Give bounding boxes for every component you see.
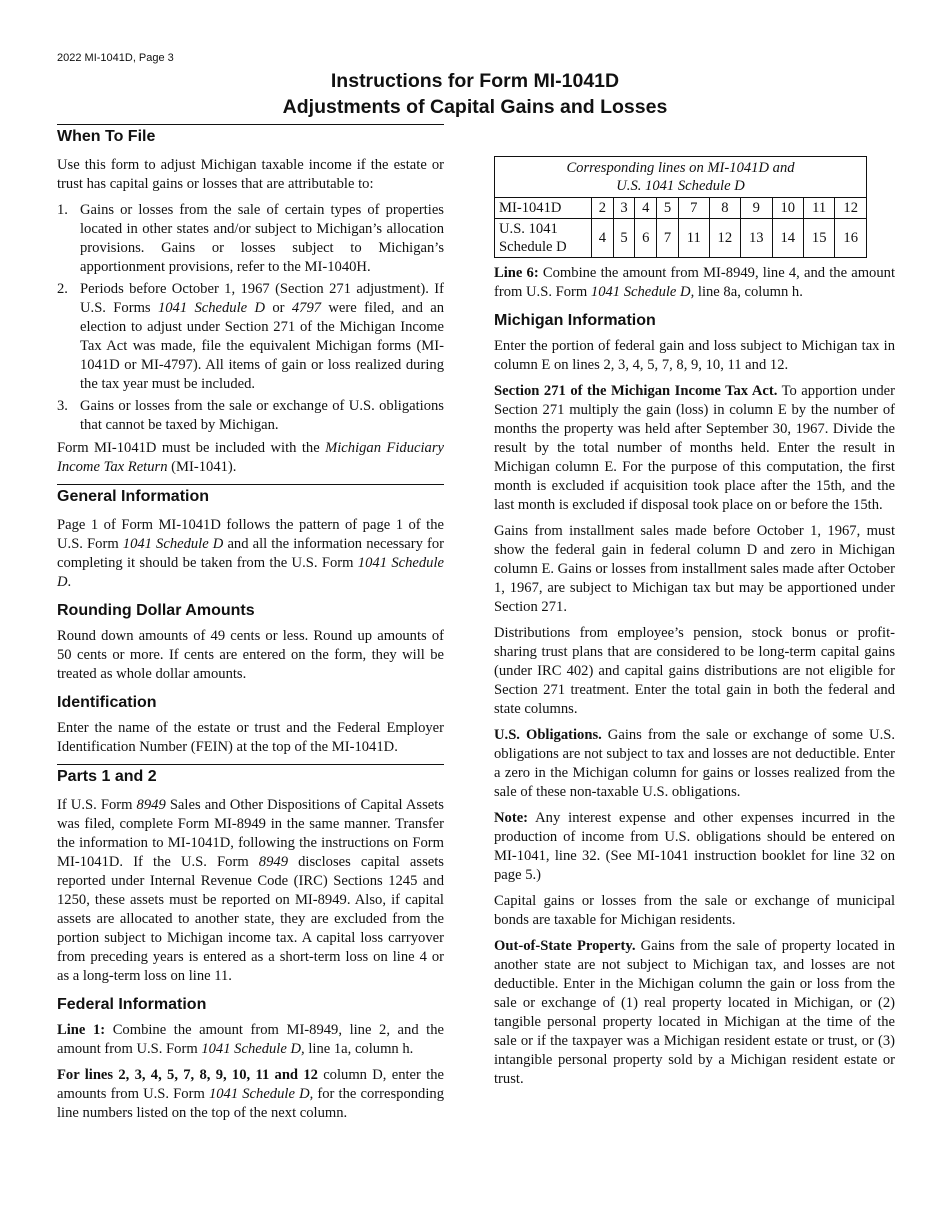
- us-obligations-text: [494, 726, 895, 802]
- table-cell: 4: [592, 219, 614, 258]
- title-line-1: Instructions for Form MI-1041D: [330, 70, 620, 92]
- list-number: 2.: [57, 281, 68, 297]
- text-run: line 1a, column h.: [304, 1041, 414, 1057]
- federal-lines-text: [57, 1066, 444, 1123]
- municipal-bonds-text: Capital gains or losses from the sale or exchange of municipal bonds are taxable for Michigan residents.: [494, 893, 895, 928]
- text-run: discloses capital assets reported under Internal Revenue Code (IRC) Sections 1245 and 1250, these assets must be reported on MI-8949. Also, if capital assets are allocated to another state, they are excluded from the portion subject to Michigan income tax. A capital loss carryover from preceding years is entered as a short-term loss on line 4 or as a long-term loss on line 11.: [57, 854, 444, 984]
- general-information-text: [57, 516, 444, 592]
- text-run: line 8a, column h.: [694, 284, 803, 300]
- table-cell: 7: [657, 219, 679, 258]
- list-item: [57, 397, 444, 435]
- list-number: 3.: [57, 398, 68, 414]
- section-heading-when-to-file: When To File: [57, 124, 444, 147]
- bold-run: For lines 2, 3, 4, 5, 7, 8, 9, 10, 11 and 12: [57, 1067, 318, 1083]
- table-row: [495, 219, 867, 258]
- table-cell: 8: [709, 198, 740, 219]
- when-to-file-closing: [57, 439, 444, 477]
- parts-text: [57, 796, 444, 986]
- text-run: .: [67, 574, 72, 590]
- corresponding-lines-table: [494, 156, 867, 258]
- form-ref: Michigan Fiduciary Income Tax Return: [57, 440, 444, 475]
- subheading-federal-information: Federal Information: [57, 996, 207, 1013]
- note-text: [494, 809, 895, 885]
- out-of-state-text: [494, 937, 895, 1089]
- table-cell: 16: [835, 219, 867, 258]
- table-cell: 5: [657, 198, 679, 219]
- page-title: [0, 68, 950, 120]
- table-cell: 3: [613, 198, 635, 219]
- row-label: [495, 219, 592, 258]
- bold-run: Out-of-State Property.: [494, 938, 636, 954]
- form-ref: 4797: [291, 300, 322, 316]
- table-cell: 6: [635, 219, 657, 258]
- table-cell: 12: [709, 219, 740, 258]
- bold-run: Line 1:: [57, 1022, 106, 1038]
- bold-run: Line 6:: [494, 265, 539, 281]
- line6-text: [494, 264, 895, 302]
- section-heading-parts: Parts 1 and 2: [57, 764, 444, 787]
- text-run: Combine the amount from MI-8949, line 4, and the amount from U.S. Form: [494, 265, 896, 300]
- title-line-2: Adjustments of Capital Gains and Losses: [282, 96, 668, 118]
- form-ref: 1041 Schedule D,: [590, 284, 695, 300]
- right-column: [494, 156, 895, 1096]
- text-run: column D, enter the amounts from U.S. Form: [57, 1067, 444, 1102]
- text-run: Page 1 of Form MI-1041D follows the pattern of page 1 of the U.S. Form: [57, 517, 444, 552]
- list-item: [57, 201, 444, 277]
- text-run: Any interest expense and other expenses incurred in the production of income from U.S. obligations should be entered on MI-1041, line 32. (See MI-1041 instruction booklet for line 32 on page 5.): [494, 810, 895, 883]
- text-run: and all the information necessary for completing it should be taken from the U.S. Form: [57, 536, 445, 571]
- table-row: [495, 198, 867, 219]
- text-run: Gains from the sale or exchange of some U.S. obligations are not subject to tax and losses are not deductible. Enter a zero in the Michigan column for gains or losses realized from the sale of these non-taxable U.S. obligations.: [494, 727, 895, 800]
- table-cell: 7: [678, 198, 709, 219]
- label-line: U.S. 1041: [499, 221, 558, 237]
- list-item: [57, 280, 444, 394]
- bold-run: U.S. Obligations.: [494, 727, 602, 743]
- section-heading-general-information: General Information: [57, 484, 444, 507]
- caption-line: U.S. 1041 Schedule D: [616, 178, 745, 194]
- form-ref: 8949: [136, 797, 166, 813]
- text-run: (MI-1041).: [167, 459, 237, 475]
- text-run: Gains from the sale of property located in another state are not subject to Michigan tax, and losses are not deductible. Enter in the Michigan column the gain or loss from the sale or exchange of (1) real property located in Michigan, or (2) tangible personal property located in Michigan at the time of the sale or if the taxpayer was a Michigan resident estate or trust, or (3) intangible personal property sold by a Michigan resident estate or trust.: [494, 938, 895, 1087]
- table-cell: 12: [835, 198, 867, 219]
- distributions-text: Distributions from employee’s pension, stock bonus or profit-sharing trust plans that are considered to be long-term capital gains (under IRC 402) and capital gains distributions are not eligible for Section 271 treatment. Enter the total gain in both the federal and state columns.: [494, 625, 895, 717]
- text-run: Combine the amount from MI-8949, line 2, and the amount from U.S. Form: [57, 1022, 445, 1057]
- table-cell: 14: [772, 219, 803, 258]
- table-cell: 2: [592, 198, 614, 219]
- form-ref: 1041 Schedule D: [57, 555, 444, 590]
- label-line: Schedule D: [499, 239, 567, 255]
- text-run: Form MI-1041D must be included with the: [57, 440, 326, 456]
- michigan-info-text: Enter the portion of federal gain and loss subject to Michigan tax in column E on lines 2, 3, 4, 5, 7, 8, 9, 10, 11 and 12.: [494, 338, 895, 373]
- list-number: 1.: [57, 202, 68, 218]
- text-run: were filed, and an election to adjust under Section 271 of the Michigan Income Tax Act was made, file the equivalent Michigan forms (MI-1041D or MI-4797). All items of gain or loss realized during the tax year must be included.: [80, 300, 444, 392]
- list-text: Gains or losses from the sale of certain types of properties located in other states and/or subject to Michigan’s allocation provisions. Gains or losses subject to Michigan’s apportionment provisions, refer to the MI-1040H.: [80, 202, 444, 275]
- subheading-identification: Identification: [57, 694, 157, 711]
- table-cell: 11: [803, 198, 834, 219]
- table-cell: 4: [635, 198, 657, 219]
- form-ref: 8949: [258, 854, 288, 870]
- when-to-file-list: [57, 201, 444, 435]
- table-cell: 13: [741, 219, 772, 258]
- row-label: MI-1041D: [495, 198, 592, 219]
- form-ref: 1041 Schedule D,: [201, 1041, 305, 1057]
- section-271-text: [494, 382, 895, 515]
- text-run: Sales and Other Dispositions of Capital Assets was filed, complete Form MI-8949 in the same manner. Transfer the information to MI-1041D, following the instructions on Form MI-1041D. If the U.S. Form: [57, 797, 444, 870]
- form-ref: 1041 Schedule D: [122, 536, 224, 552]
- caption-line: Corresponding lines on MI-1041D and: [566, 160, 795, 176]
- left-column: [57, 124, 444, 1130]
- text-run: or: [265, 300, 292, 316]
- table-cell: 9: [741, 198, 772, 219]
- table-caption-row: [495, 157, 867, 198]
- table-cell: 15: [803, 219, 834, 258]
- text-run: Periods before October 1, 1967 (Section 271 adjustment). If U.S. Forms: [80, 281, 444, 316]
- table-cell: 10: [772, 198, 803, 219]
- subheading-rounding: Rounding Dollar Amounts: [57, 602, 255, 619]
- identification-text: Enter the name of the estate or trust and the Federal Employer Identification Number (FEIN) at the top of the MI-1041D.: [57, 720, 444, 755]
- table-caption: [495, 157, 867, 198]
- list-text: Gains or losses from the sale or exchange of U.S. obligations that cannot be taxed by Michigan.: [80, 398, 444, 433]
- subheading-michigan-information: Michigan Information: [494, 312, 656, 329]
- text-run: , for the corresponding line numbers listed on the top of the next column.: [57, 1086, 444, 1121]
- bold-run: Note:: [494, 810, 529, 826]
- text-run: If U.S. Form: [57, 797, 137, 813]
- page-identifier: 2022 MI-1041D, Page 3: [57, 52, 174, 64]
- rounding-text: Round down amounts of 49 cents or less. Round up amounts of 50 cents or more. If cents are entered on the form, they will be treated as whole dollar amounts.: [57, 628, 444, 682]
- form-ref: 1041 Schedule D: [208, 1086, 310, 1102]
- text-run: To apportion under Section 271 multiply the gain (loss) in column E by the number of months the property was held after September 30, 1967. Divide the result by the total number of months held. Enter the result in Michigan column E. For the purpose of this computation, the first month is excluded if acquisition took place after the 15th, and the last month is excluded if disposal took place on or before the 15th.: [494, 383, 895, 513]
- list-text: [80, 280, 444, 394]
- table-cell: 5: [613, 219, 635, 258]
- when-to-file-intro: Use this form to adjust Michigan taxable income if the estate or trust has capital gains or losses that are attributable to:: [57, 157, 444, 192]
- bold-run: Section 271 of the Michigan Income Tax Act.: [494, 383, 778, 399]
- installment-sales-text: Gains from installment sales made before October 1, 1967, must show the federal gain in federal column D and zero in Michigan column E. Gains or losses from installment sales made after October 1, 1967, are subject to Michigan tax but may be apportioned under Section 271.: [494, 523, 895, 615]
- federal-line1-text: [57, 1021, 444, 1059]
- form-ref: 1041 Schedule D: [157, 300, 266, 316]
- table-cell: 11: [678, 219, 709, 258]
